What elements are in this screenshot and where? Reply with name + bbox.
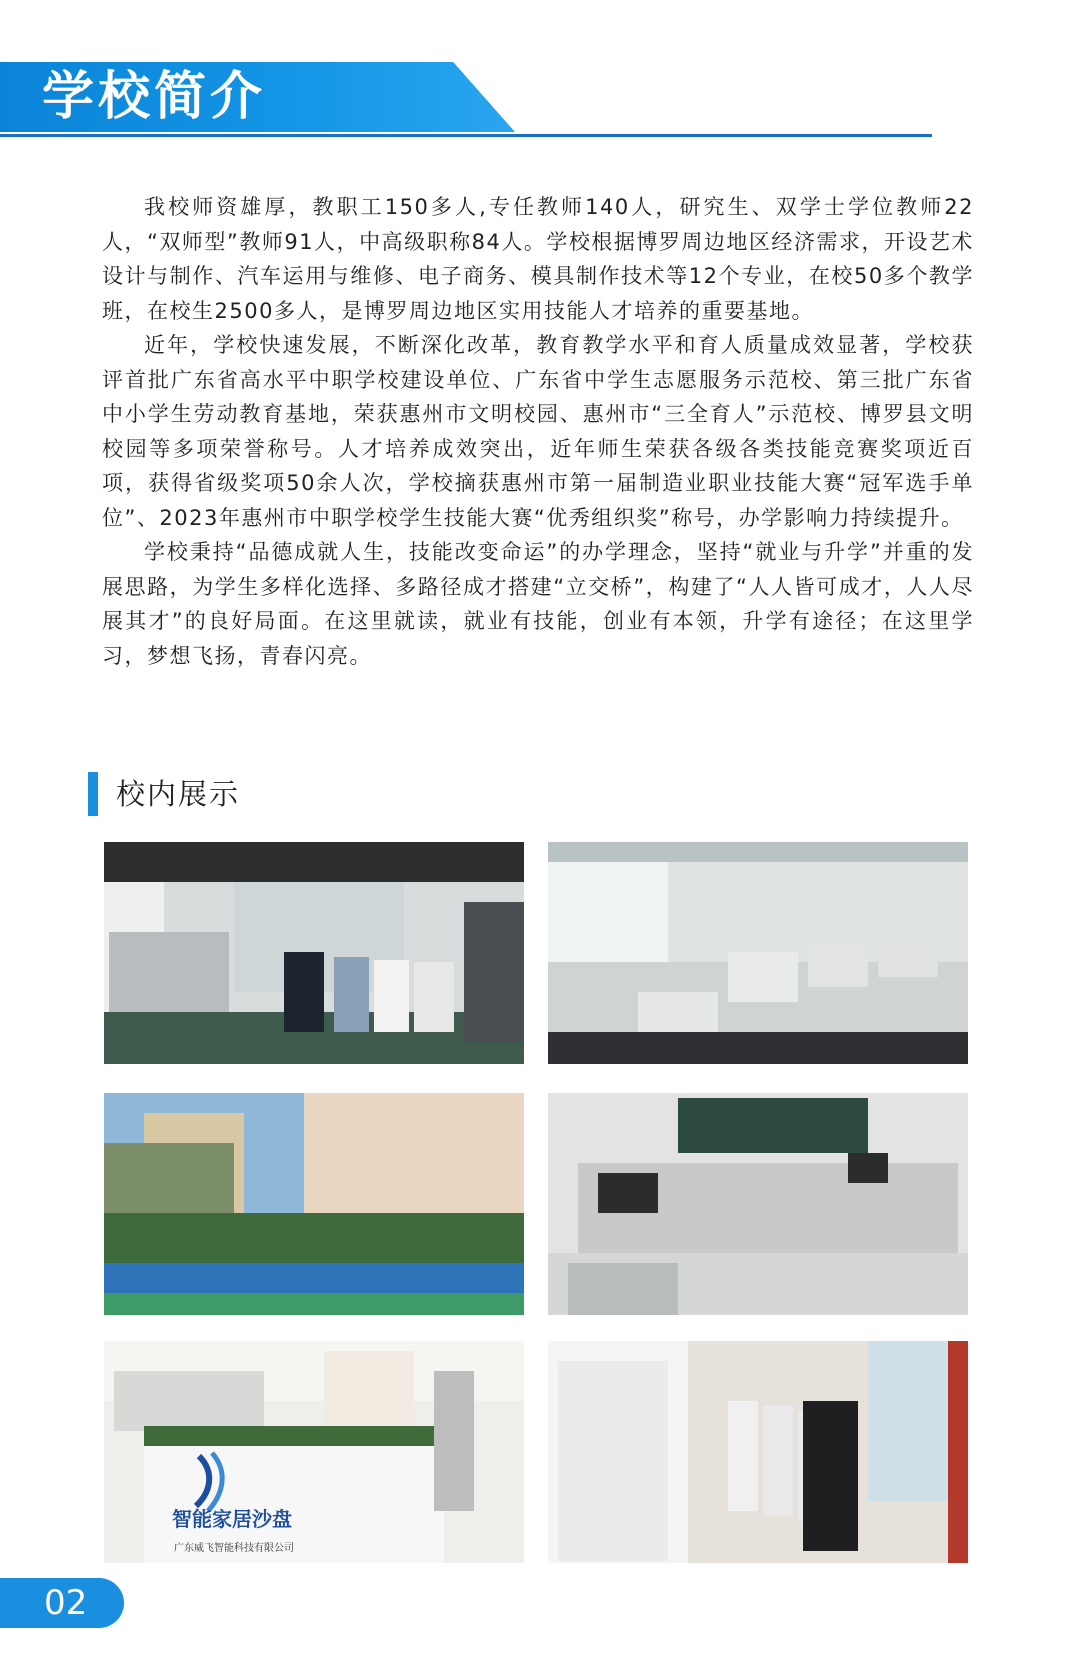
photo-automation-lab <box>548 1093 968 1315</box>
section-accent-bar <box>88 772 98 816</box>
intro-paragraph-2: 近年，学校快速发展，不断深化改革，教育教学水平和育人质量成效显著，学校获评首批广东省高水平中职学校建设单位、广东省中学生志愿服务示范校、第三批广东省中小学生劳动教育基地，荣获惠州市文明校园、惠州市“三全育人”示范校、博罗县文明校园等多项荣誉称号。人才培养成效突出，近年师生荣获各级各类技能竞赛奖项近百项，获得省级奖项50余人次，学校摘获惠州市第一届制造业职业技能大赛“冠军选手单位”、2023年惠州市中职学校学生技能大赛“优秀组织奖”称号，办学影响力持续提升。 <box>102 333 974 530</box>
intro-text <box>102 190 974 673</box>
header-divider <box>0 134 932 137</box>
sandbox-sublabel: 广东威飞智能科技有限公司 <box>174 1543 294 1554</box>
photo-students-lesson <box>548 1341 968 1563</box>
photo-sewing-lab <box>548 842 968 1064</box>
section-title: 校内展示 <box>116 777 241 811</box>
page-number: 02 <box>44 1583 88 1623</box>
sandbox-label: 智能家居沙盘 <box>172 1507 292 1531</box>
intro-paragraph-3: 学校秉持“品德成就人生，技能改变命运”的办学理念，坚持“就业与升学”并重的发展思路，为学生多样化选择、多路径成才搭建“立交桥”，构建了“人人皆可成才，人人尽展其才”的良好局面。在这里就读，就业有技能，创业有本领，升学有途径；在这里学习，梦想飞扬，青春闪亮。 <box>102 540 974 668</box>
page-title: 学校简介 <box>42 67 267 127</box>
photo-workshop-training <box>104 842 524 1064</box>
intro-paragraph-1: 我校师资雄厚，教职工150多人,专任教师140人，研究生、双学士学位教师22人，“双师型”教师91人，中高级职称84人。学校根据博罗周边地区经济需求，开设艺术设计与制作、汽车运用与维修、电子商务、模具制作技术等12个专业，在校50多个教学班，在校生2500多人，是博罗周边地区实用技能人才培养的重要基地。 <box>102 195 974 323</box>
photo-smart-home-sandbox <box>104 1341 524 1563</box>
photo-campus-field <box>104 1093 524 1315</box>
